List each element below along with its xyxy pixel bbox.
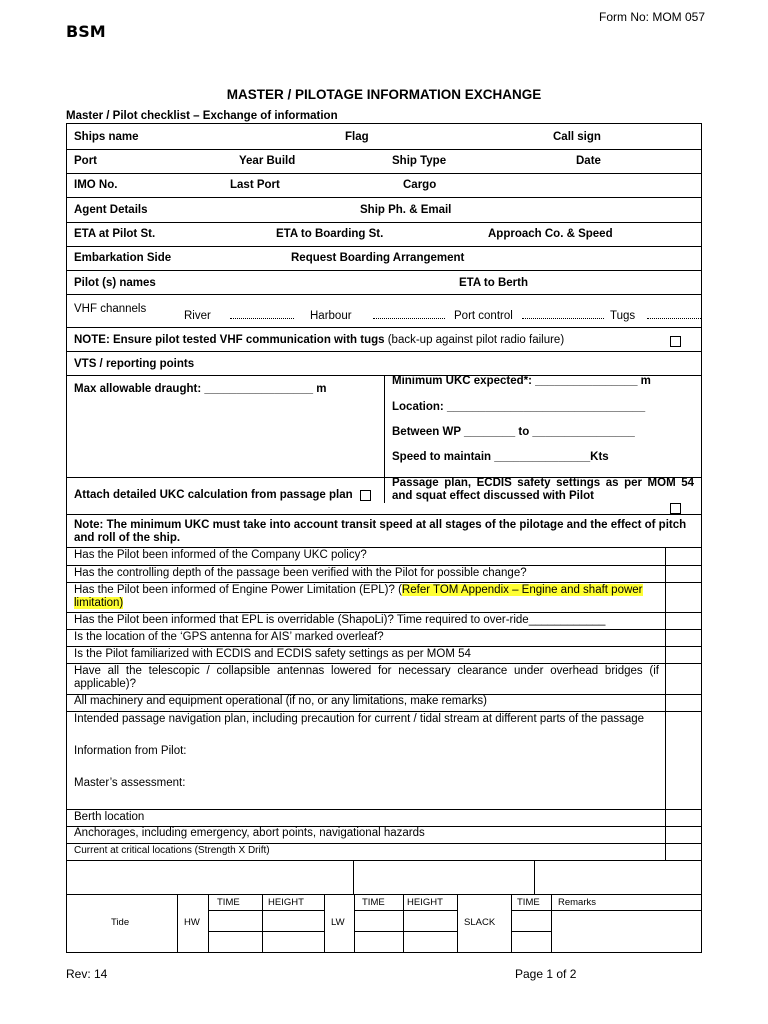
remarks-header: Remarks bbox=[558, 897, 597, 908]
attach-ukc-checkbox[interactable] bbox=[360, 490, 371, 501]
lw-time-header: TIME bbox=[362, 897, 385, 908]
vhf-tugs-field[interactable] bbox=[647, 318, 701, 319]
passage-plan-checkbox[interactable] bbox=[670, 503, 681, 514]
vhf-river-label: River bbox=[184, 310, 211, 322]
vhf-port-control-field[interactable] bbox=[522, 318, 604, 319]
information-from-pilot-label: Information from Pilot: bbox=[74, 745, 187, 757]
imo-no-label: IMO No. bbox=[74, 179, 118, 191]
flag-label: Flag bbox=[345, 131, 369, 143]
between-wp-field[interactable]: Between WP ________ to ________________ bbox=[392, 426, 635, 438]
eta-boarding-label: ETA to Boarding St. bbox=[276, 228, 384, 240]
checklist-item-epl-override: Has the Pilot been informed that EPL is overridable (ShapoLi)? Time required to over-ride____________ bbox=[74, 614, 606, 626]
vhf-river-field[interactable] bbox=[230, 318, 294, 319]
passage-plan-label: Passage plan, ECDIS safety settings as per MOM 54 and squat effect discussed with Pilot bbox=[392, 477, 694, 502]
slack-label: SLACK bbox=[464, 917, 496, 928]
ship-type-label: Ship Type bbox=[392, 155, 447, 167]
lw-label: LW bbox=[331, 917, 345, 928]
form-number: Form No: MOM 057 bbox=[599, 10, 706, 24]
page-title: MASTER / PILOTAGE INFORMATION EXCHANGE bbox=[226, 87, 542, 102]
checklist-item-gps-antenna: Is the location of the ‘GPS antenna for AIS’ marked overleaf? bbox=[74, 631, 384, 643]
last-port-label: Last Port bbox=[230, 179, 280, 191]
masters-assessment-label: Master’s assessment: bbox=[74, 777, 186, 789]
checklist-item-antennas: Have all the telescopic / collapsible antennas lowered for necessary clearance under overhead bridges (if applicable)? bbox=[74, 665, 659, 690]
vts-reporting-label: VTS / reporting points bbox=[74, 358, 195, 370]
pilot-names-label: Pilot (s) names bbox=[74, 277, 156, 289]
vhf-harbour-field[interactable] bbox=[373, 318, 445, 319]
vhf-tugs-checkbox[interactable] bbox=[670, 336, 681, 347]
call-sign-label: Call sign bbox=[553, 131, 601, 143]
checklist-item-ukc-policy: Has the Pilot been informed of the Company UKC policy? bbox=[74, 549, 367, 561]
speed-field[interactable]: Speed to maintain _______________Kts bbox=[392, 451, 609, 463]
checklist-subtitle: Master / Pilot checklist – Exchange of information bbox=[66, 110, 338, 122]
tide-label: Tide bbox=[111, 917, 130, 928]
agent-details-label: Agent Details bbox=[74, 204, 148, 216]
revision-number: Rev: 14 bbox=[66, 967, 108, 981]
hw-height-header: HEIGHT bbox=[268, 897, 304, 908]
checklist-item-machinery: All machinery and equipment operational (if no, or any limitations, make remarks) bbox=[74, 695, 487, 707]
embarkation-side-label: Embarkation Side bbox=[74, 252, 172, 264]
cargo-label: Cargo bbox=[403, 179, 437, 191]
company-logo: BSM bbox=[66, 22, 106, 41]
vhf-port-control-label: Port control bbox=[454, 310, 513, 322]
ship-ph-email-label: Ship Ph. & Email bbox=[360, 204, 452, 216]
hw-label: HW bbox=[184, 917, 200, 928]
berth-location-label: Berth location bbox=[74, 811, 145, 823]
lw-height-header: HEIGHT bbox=[407, 897, 443, 908]
year-build-label: Year Build bbox=[239, 155, 296, 167]
page-number: Page 1 of 2 bbox=[515, 967, 577, 981]
eta-berth-label: ETA to Berth bbox=[459, 277, 528, 289]
vhf-harbour-label: Harbour bbox=[310, 310, 352, 322]
request-boarding-label: Request Boarding Arrangement bbox=[291, 252, 465, 264]
approach-label: Approach Co. & Speed bbox=[488, 228, 613, 240]
checklist-item-ecdis: Is the Pilot familiarized with ECDIS and ECDIS safety settings as per MOM 54 bbox=[74, 648, 471, 660]
max-draught-field[interactable]: Max allowable draught: _________________ m bbox=[74, 383, 327, 395]
slack-time-header: TIME bbox=[517, 897, 540, 908]
intended-passage-label: Intended passage navigation plan, including precaution for current / tidal stream at different parts of the passage bbox=[74, 713, 645, 725]
anchorages-label: Anchorages, including emergency, abort points, navigational hazards bbox=[74, 827, 425, 839]
checklist-table bbox=[66, 123, 702, 953]
date-label: Date bbox=[576, 155, 601, 167]
port-label: Port bbox=[74, 155, 97, 167]
location-field[interactable]: Location: _______________________________ bbox=[392, 401, 646, 413]
note-vhf-tugs: NOTE: Ensure pilot tested VHF communication with tugs (back-up against pilot radio failure) bbox=[74, 334, 565, 346]
attach-ukc-label: Attach detailed UKC calculation from passage plan bbox=[74, 489, 353, 501]
min-ukc-field[interactable]: Minimum UKC expected*: ________________ m bbox=[392, 375, 651, 387]
checklist-item-epl: Has the Pilot been informed of Engine Power Limitation (EPL)? (Refer TOM Appendix – Engine and shaft power limitation) bbox=[74, 584, 643, 609]
checklist-item-controlling-depth: Has the controlling depth of the passage been verified with the Pilot for possible change? bbox=[74, 567, 527, 579]
ships-name-label: Ships name bbox=[74, 131, 139, 143]
vhf-channels-label: VHF channels bbox=[74, 303, 147, 315]
vhf-tugs-label: Tugs bbox=[610, 310, 636, 322]
note-min-ukc: Note: The minimum UKC must take into account transit speed at all stages of the pilotage and the effect of pitch and roll of the ship. bbox=[74, 519, 687, 544]
eta-pilot-label: ETA at Pilot St. bbox=[74, 228, 156, 240]
hw-time-header: TIME bbox=[217, 897, 240, 908]
current-critical-label: Current at critical locations (Strength X Drift) bbox=[74, 845, 270, 856]
